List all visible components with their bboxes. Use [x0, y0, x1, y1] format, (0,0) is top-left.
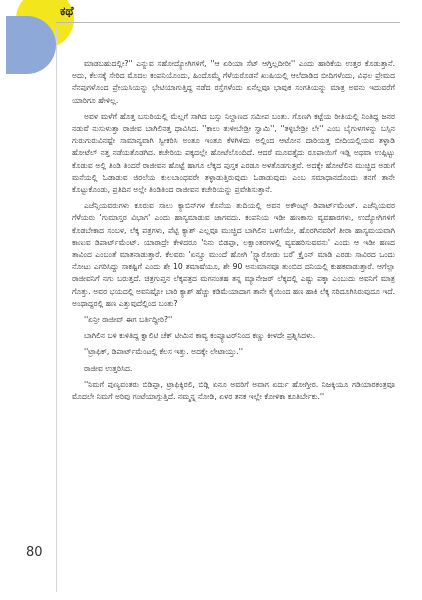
- dialogue-line: ''ಏನ್ರೀ ರಾಜೀವ್ ಈಗ ಬರ್ತಿದ್ದೀರಿ?'': [84, 315, 173, 325]
- corner-decoration-blue-tab: [6, 16, 56, 74]
- paragraph: ಮಾಡಬಹುದಲ್ಲೀ?'' ಎನ್ನುವ ಸಹೋದ್ಯೋಗಿಗಳಿಗೆ, ''ಆ ಏರಿಯಾ ಸೆಟ್ ಆಗ್ತಿಲ್ಲದೀರೀ'' ಎಂದು ಹಾರಿಕೆಯ ಉತ್ತರ ಕೊಡುತ್ತಾನೆ. ಅದು, ಕೆಲಸಕ್ಕೆ ಸೇರಿದ ಮೊದಲ ಕಂಪನಿಯೊಂದು, ಹಿಂದೊಮ್ಮೆ ಗೆಳೆಯರೊಡನೆ ಖುಷಿಯಲ್ಲಿ ಆಲೆದಾಡಿದ ಬೀದಿಗಳೆಂದು, ವಿಫಲ ಪ್ರೇಮದ ನೆನಪುಗಳೊಂದ ಪ್ರೇಯಸಿಯನ್ನು ಭೇಟಿಯಾಗುತ್ತಿದ್ದ ನಡೆದ ರಸ್ತೆಗಳೆಂದು ಏನೆಲ್ಲವೂ ಭಾವುಕ ಸಂಗತಿಯನ್ನು ಮಾತ್ರ ಅವನು ಇದುವರೆಗೆ ಯಾರಿಗೂ ಹೇಳಿಲ್ಲ.: [72, 59, 395, 105]
- page-number: 80: [26, 545, 43, 560]
- paragraph: ಬಾಗಿಲಿನ ಬಳಿ ಕುಳಿತಿದ್ದ ಕ್ವಾಲಿಟಿ ಚೆಕ್ ಟೀಮಿನ ಕಾವ್ಯ ಕಂಪ್ಯೂಟರ್‌ನಿಂದ ಕಣ್ಣು ಕೀಳದೇ ಪ್ರಶ್ನಿಸಿದಳು.: [84, 331, 316, 341]
- paragraph: ಅವಳ ಮಳೆಗೆ ಹೊತ್ತ ಬಸುರಿಯಲ್ಲಿ ಮೆಲ್ಲಗೆ ಸಾಗಿದ ಬಸ್ಸು ನಿಲ್ದಾಣದ ಸಮೀಪ ಬಂತು. ಗೊಣಗಿ ಕಟ್ಟೆಯ ರೀತಿಯಲ್ಲಿ ನಿಂತಿದ್ದ ಜನರ ನಡುವೆ ನುಸುಳುತ್ತಾ ರಾಜೀವ ಬಾಗಿಲಿನತ್ತ ಧಾವಿಸಿದ. ''ಕಾಲು ತುಳೀಬೇಡ್ರೀ ಸ್ವಾಮಿ'', ''ತಳ್ಳಬೇಡ್ರೀ ಲೇ'' ಎಂಬ ಬೈಗುಳಗಳನ್ನು ಬಸ್ಸಿನ ಗುರುಗುರುವಿನಷ್ಟೇ ಸಾಮಾನ್ಯವಾಗಿ ಸ್ವೀಕರಿಸಿ ಅಂತೂ ಇಂತೂ ಕೆಳಗಿಳಿದು ಅಲ್ಲಿಂದ ಆಟೋನ ದಾರಿಯತ್ತ ಬೀದಿಯಲ್ಲಿಯವ ತಳ್ಳಾಡಿ ಹೋಟೆಲ್ ನತ್ತ ನಡೆಯತೊಡಗಿದ. ಕಚೇರಿಯ ಪಕ್ಕದಲ್ಲೇ ಹೋಟೆಲೊಂದಿದೆ. ಆದರೆ ಮೂವತ್ತೈದು ರೂಪಾಯಿಗೆ ಇಡ್ಲಿ ಅಥವಾ ಉಪ್ಪಿಟ್ಟು ಕೊಡುವ ಅಲ್ಲಿ ತಿಂಡಿ ತಿಂದರೆ ರಾಜೀವನ ಹೊಟ್ಟೆ ಹಾಗೂ ಲೆಕ್ಕದ ಪುಸ್ತಕ ಎರಡೂ ಅಳತೊಡಗುತ್ತವೆ. ಅದಕ್ಕೇ ಹೋಟೆಲಿನ ಮುಚ್ಚಿದ ಅಡುಗೆ ಮನೆಯಲ್ಲಿ ಓಡಾಡುವ ಜಿರಲೆಯ ಕುಲಬಾಂಧವರೇ ತಳ್ಳಾಡುತ್ತಿರುವುದು ಓಡಾಡುವುದು ಎಂಬ ಸಮಾಧಾನದೊಂದು ತನಗೆ ತಾನೇ ಕೊಟ್ಟುಕೊಂಡು, ಪ್ರತಿದಿನ ಅಲ್ಲೇ ತಿಂಡಿತಿಂದ ರಾಜೀವನ ಕಚೇರಿಯನ್ನು ಪ್ರವೇಶಿಸುತ್ತಾನೆ.: [72, 111, 395, 195]
- paragraph: ಎಜೆನ್ಸಿಯವರುಗಳು ಕೂರುವ ಸಾಲು ಕ್ಯಾಬಿನ್‌ಗಳ ಕೊನೆಯ ತುದಿಯಲ್ಲಿ ಅವನ ಅಕೌಂಟ್ಸ್ ಡಿಪಾರ್ಟ್‌ಮೆಂಟ್. ಎಜೆನ್ಸಿಯವರ ಗೆಳೆಯರು 'ಗುಮಾಸ್ತರ ವಿಭಾಗ' ಎಂದು ಹಾಸ್ಯಮಾಡುವ ಜಾಗವದು. ಕಂಪನಿಯ ಇಡೀ ಹಣಕಾಸು ವ್ಯವಹಾರಗಳು, ಉದ್ಯೋಗಿಗಳಿಗೆ ಕೊಡಬೇಕಾದ ಸಂಬಳ, ಲೆಕ್ಕ ಪತ್ರಗಳು, ಪೆಟ್ಟಿ ಕ್ಯಾಶ್ ಎಲ್ಲವೂ ಮುಚ್ಚಿದ ಬಾಗಿಲಿನ ಒಳಗೆಯೇ, ಹೊರಗಿನವರಿಗೆ ತೀರಾ ಹಾಸ್ಯಮಯವಾಗಿ ಕಾಣುವ ಡಿಪಾರ್ಟ್‌ಮೆಂಟ್. ಯಾರಾದ್ರೇ ಕೇಳಿದರೂ 'ನಿನು ಬಿಡಪ್ಪಾ, ಲಕ್ಷಾಂತರಗಳಲ್ಲಿ ವ್ಯವಹರಿಸುವವನು' ಎಂದು ಆ ಇಡೀ ಹಣದ ತಾವಿಂದ ಎಂಬಂತೆ ಮಾತನಾಡುತ್ತಾರೆ. ಕೆಲವರು 'ಏನ್ಸ್ರೂ ಮುಂದೆ ಹೋಗಿ 'ಸ್ಟ್ಯಾರೋಡು ಬರೆ' ಕ್ರೈಂನ್ ಮಾಡಿ ಎರಡು ಸಾವಿರದ ಒಂದು ನೋಟು ಎಗರಿಸಿದ್ದು ಸಾಕಷ್ಟಿಗೆ ಎಂದು ಶೇ 10 ತಮಾಷೆಯೂ, ಶೇ 90 ಅನುಮಾನವೂ ತುಂಬಿದ ದನಿಯಲ್ಲಿ ಕುಹಕವಾಡುತ್ತಾರೆ. ಆಗೆಲ್ಲಾ ರಾಜೀವನಿಗೆ ನಗು ಬರುತ್ತದೆ. ಚಿತ್ರಗುಪ್ತನ ಲೆಕ್ಕಪತ್ರದ ಮಗನಂತಹ ತನ್ನ ಮ್ಯಾನೇಜರ್ ಲೆಕ್ಕದಲ್ಲಿ ಎಷ್ಟು ಪಕ್ಕಾ ಎಂಬುದು ಅವನಿಗೆ ಮಾತ್ರ ಗೊತ್ತು. ಅವರ ಭಯದಲ್ಲಿ ಅವನಿಷ್ಟೋ ಬಾರಿ ಕ್ಯಾಶ್ ಹೆಚ್ಚು ಕಡಿಮೆಯಾದಾಗ ತಾನೇ ಕೈಯಿಂದ ಹಣ ಹಾಕಿ ಲೆಕ್ಕ ಸರಿದೂಗಿಸಿರುವುದೂ ಇದೆ. ಅಂಥಾದ್ದರಲ್ಲಿ ಹಣ ಎತ್ತುವುದೆಲ್ಲಿಂದ ಬಂತು?: [72, 201, 395, 308]
- dialogue-line: ''ನಿಮಗೆ ಪುಣ್ಯವಂತರು ಬಿಡಿಪ್ಪಾ, ಟ್ರಾಫಿಕ್ಕಿರಲಿ, ಬಿಡ್ಲಿ ಏನೂ ಅವರಿಗೆ ಅವಾಗ ಏರ್ದು ಹೋಗ್ತೀರ. ನಿಜಕ್ಕಿಯೂ ಗಡಿಯಾರಕಂತ್ರವೂ ಮೊದಲೇ ನಿಮಗೆ ಅರಿವು ಗಂಟೆಯಾಗ್ಗುತ್ತಿದೆ. ನಮ್ಮನ್ನ ನೋಡಿ, ಏಳರ ತನಕ ಇಲ್ಲೇ ಕೋಳಿಕಾ ಕೂತಿರ್ಬೇಕು.'': [72, 379, 395, 402]
- margin-rule: [56, 28, 57, 592]
- header-rule: [56, 22, 400, 23]
- dialogue-line: ''ಟ್ರಾಫಿಕ್, ಡಿಪಾರ್ಟ್‌ಮೆಂಟಲ್ಲಿ ಕೆಲಸ ಇತ್ತು. ಅದಕ್ಕೇ ಲೇಟಾಯ್ತು.'': [84, 347, 243, 357]
- paragraph: ರಾಜೀವ ಉತ್ತರಿಸಿದ.: [84, 363, 133, 373]
- story-body: [72, 58, 395, 407]
- section-title: ಕಥೆ: [60, 4, 74, 18]
